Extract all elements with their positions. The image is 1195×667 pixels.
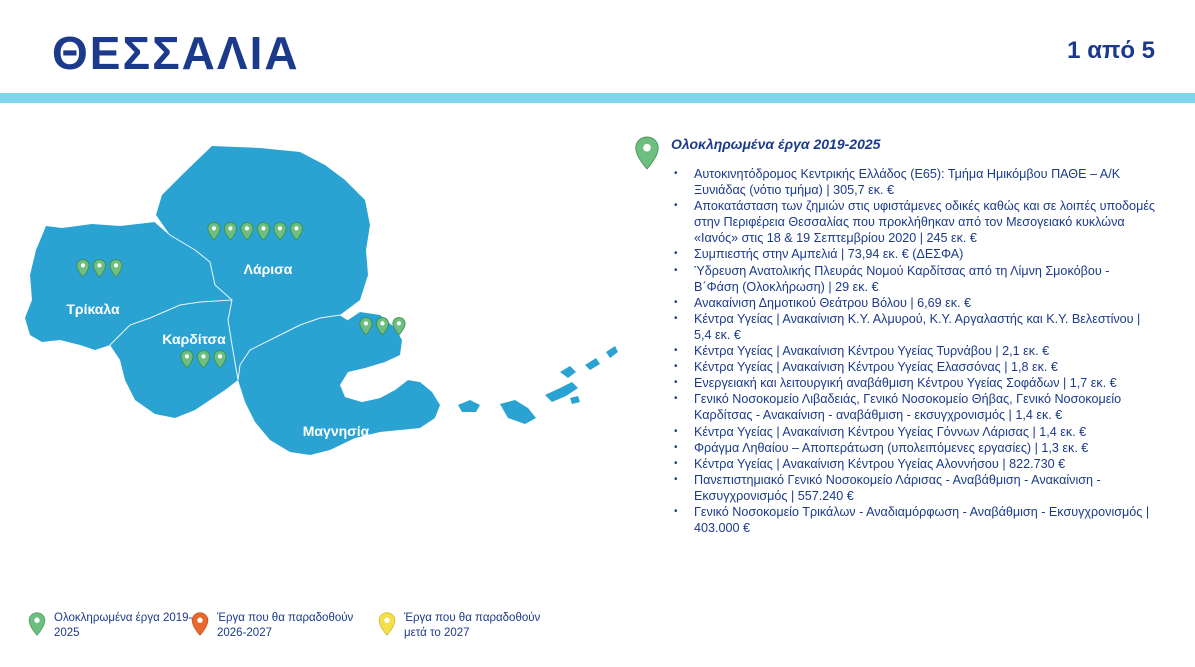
island-small-3	[606, 346, 618, 358]
page-title: ΘΕΣΣΑΛΙΑ	[52, 27, 300, 79]
region-label-larisa: Λάρισα	[243, 261, 293, 277]
list-item: • Κέντρα Υγείας | Ανακαίνιση Κέντρου Υγείας Αλοννήσου | 822.730 €	[670, 456, 1155, 472]
region-label-karditsa: Καρδίτσα	[162, 331, 226, 347]
legend	[28, 610, 588, 650]
island-small-2	[585, 358, 600, 370]
list-item: • Κέντρα Υγείας | Ανακαίνιση Κ.Υ. Αλμυρού, Κ.Υ. Αργαλαστής και Κ.Υ. Βελεστίνου | 5,4 εκ. €	[670, 311, 1155, 343]
yellow-pin-icon	[378, 611, 396, 637]
list-item: • Αποκατάσταση των ζημιών στις υφιστάμενες οδικές καθώς και σε λοιπές υποδομές στην Περιφέρεια Θεσσαλίας που προκλήθηκαν από τον Μεσογειακό κυκλώνα «Ιανός» στις 18 & 19 Σεπτεμβρίου 2020 | 245 εκ. €	[670, 198, 1155, 246]
list-item: • Ύδρευση Ανατολικής Πλευράς Νομού Καρδίτσας από τη Λίμνη Σμοκόβου - Β΄Φάση (Ολοκλήρωση) | 29 εκ. €	[670, 263, 1155, 295]
header-band	[0, 93, 1195, 103]
list-item: • Πανεπιστημιακό Γενικό Νοσοκομείο Λάρισας - Αναβάθμιση - Ανακαίνιση - Εκσυγχρονισμός | 557.240 €	[670, 472, 1155, 504]
island-skopelos	[500, 400, 536, 424]
orange-pin-icon	[191, 611, 209, 637]
legend-label: Ολοκληρωμένα έργα 2019-2025	[54, 612, 193, 639]
region-label-trikala: Τρίκαλα	[66, 301, 120, 317]
list-item: • Κέντρα Υγείας | Ανακαίνιση Κέντρου Υγείας Γόννων Λάρισας | 1,4 εκ. €	[670, 424, 1155, 440]
green-pin-icon	[28, 611, 46, 637]
section-title: Ολοκληρωμένα έργα 2019-2025	[671, 136, 881, 152]
list-item: • Κέντρα Υγείας | Ανακαίνιση Κέντρου Υγείας Ελασσόνας | 1,8 εκ. €	[670, 359, 1155, 375]
list-item: • Ανακαίνιση Δημοτικού Θεάτρου Βόλου | 6,69 εκ. €	[670, 295, 1155, 311]
list-item: • Ενεργειακή και λειτουργική αναβάθμιση Κέντρου Υγείας Σοφάδων | 1,7 εκ. €	[670, 375, 1155, 391]
list-item: • Κέντρα Υγείας | Ανακαίνιση Κέντρου Υγείας Τυρνάβου | 2,1 εκ. €	[670, 343, 1155, 359]
list-item: • Γενικό Νοσοκομείο Τρικάλων - Αναδιαμόρφωση - Αναβάθμιση - Εκσυγχρονισμός | 403.000 €	[670, 504, 1155, 536]
legend-label: Έργα που θα παραδοθούν μετά το 2027	[404, 612, 541, 639]
list-item: • Φράγμα Ληθαίου – Αποπεράτωση (υπολειπόμενες εργασίες) | 1,3 εκ. €	[670, 440, 1155, 456]
island-small-1	[560, 366, 576, 378]
project-list	[670, 166, 1155, 536]
island-small-4	[570, 396, 580, 404]
thessaly-map	[0, 130, 640, 460]
map-pin-icon	[634, 136, 660, 170]
page-indicator: 1 από 5	[1067, 37, 1155, 64]
island-skiathos	[458, 400, 480, 412]
legend-label: Έργα που θα παραδοθούν 2026-2027	[217, 612, 354, 639]
list-item: • Συμπιεστής στην Αμπελιά | 73,94 εκ. € (ΔΕΣΦΑ)	[670, 246, 1155, 262]
list-item: • Αυτοκινητόδρομος Κεντρικής Ελλάδος (Ε65): Τμήμα Ημικόμβου ΠΑΘΕ – Α/Κ Ξυνιάδας (νότιο τμήμα) | 305,7 εκ. €	[670, 166, 1155, 198]
list-item: • Γενικό Νοσοκομείο Λιβαδειάς, Γενικό Νοσοκομείο Θήβας, Γενικό Νοσοκομείο Καρδίτσας - Ανακαίνιση - αναβάθμιση - εκσυγχρονισμός | 1,4 εκ. €	[670, 391, 1155, 423]
region-label-magnesia: Μαγνησία	[302, 423, 370, 439]
